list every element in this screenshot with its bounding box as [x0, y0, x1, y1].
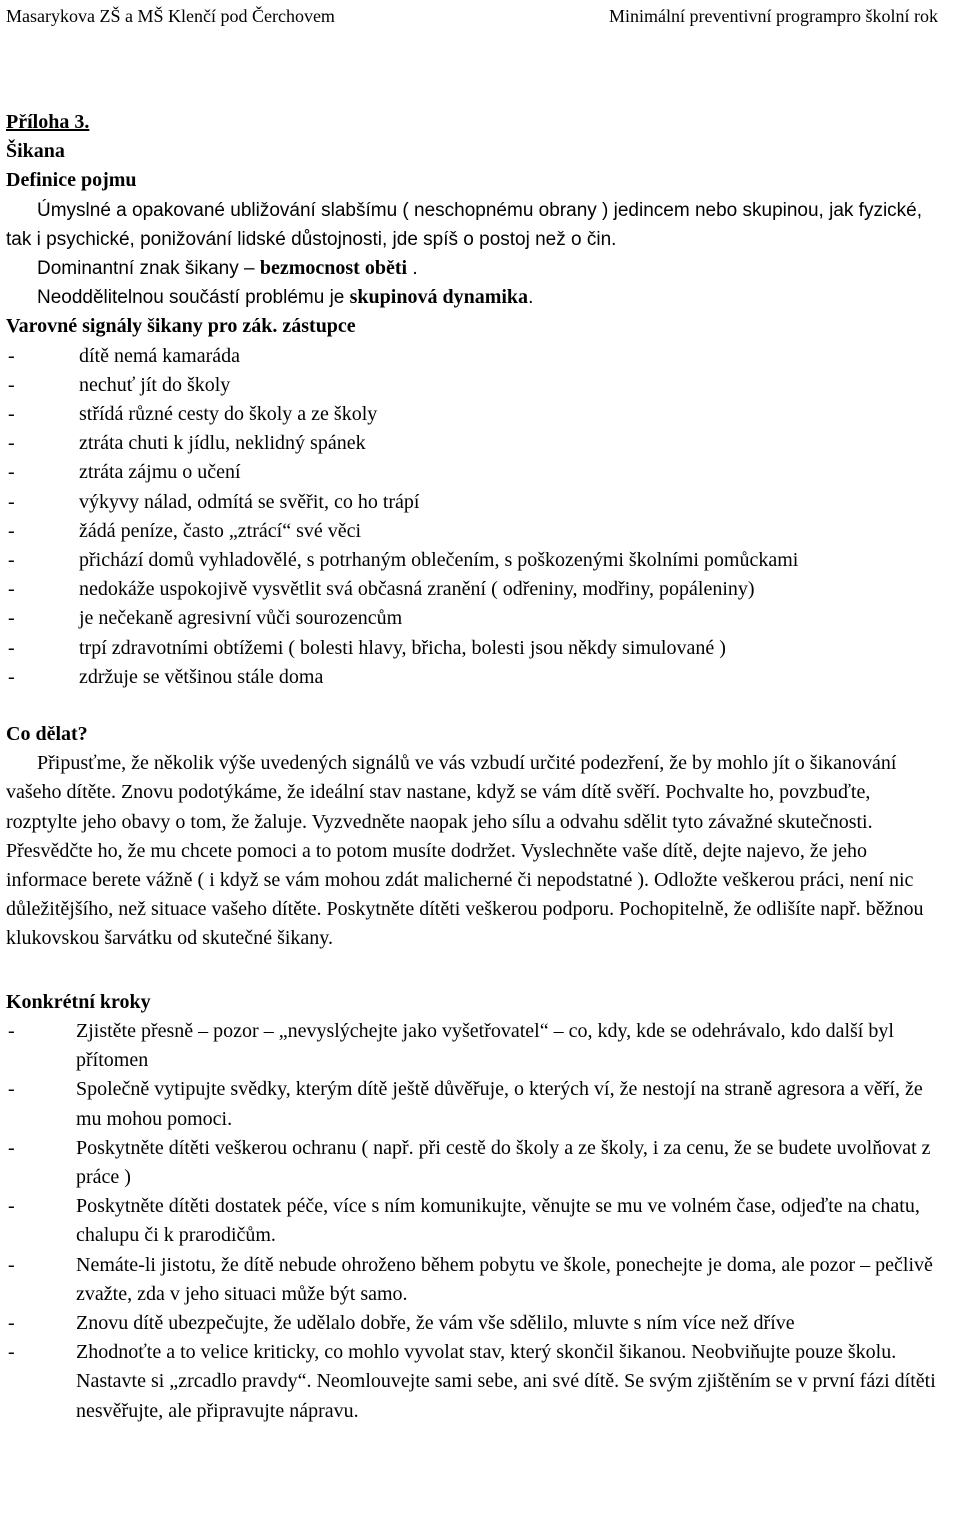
- dominant-feature-line: [6, 254, 936, 283]
- header-program-title: Minimální preventivní programpro školní rok: [609, 5, 938, 26]
- document-body: [6, 108, 936, 1426]
- dash-marker: -: [8, 549, 15, 572]
- definition-heading: Definice pojmu: [6, 169, 137, 192]
- dash-marker: -: [8, 519, 15, 542]
- dash-marker: -: [8, 1195, 15, 1218]
- inseparable-emphasis: skupinová dynamika: [349, 286, 529, 309]
- dash-marker: -: [8, 636, 15, 659]
- list-item: [6, 663, 936, 692]
- dominant-emphasis: bezmocnost oběti: [259, 257, 408, 280]
- dash-marker: -: [8, 373, 15, 396]
- list-item: [6, 634, 936, 663]
- list-item-text: přichází domů vyhladovělé, s potrhaným oblečením, s poškozenými školními pomůckami: [79, 549, 799, 572]
- list-item: [6, 1309, 936, 1338]
- list-item-text: nechuť jít do školy: [79, 373, 231, 396]
- list-item: [6, 604, 936, 633]
- dash-marker: -: [8, 490, 15, 513]
- list-item: [6, 1192, 936, 1250]
- list-item: [6, 546, 936, 575]
- header-school-name: Masarykova ZŠ a MŠ Klenčí pod Čerchovem: [6, 5, 335, 26]
- inseparable-line: [6, 283, 936, 312]
- what-to-do-text: Připusťme, že několik výše uvedených signálů ve vás vzbudí určité podezření, že by mohlo jít o šikanování vašeho dítěte. Znovu podotýkáme, že ideální stav nastane, když se vám dítě svěří. Pochvalte ho, povzbuďte, rozptylte jeho obavy o tom, že žaluje. Vyzvedněte naopak jeho sílu a odvahu sdělit tyto závažné skutečnosti. Přesvědčte ho, že mu chcete pomoci a to potom musíte dodržet. Vyslechněte vaše dítě, dejte najevo, že jeho informace berete vážně ( i když se vám mohou zdát malicherné či nepodstatné ). Odložte veškerou práci, není nic důležitějšího, než situace vašeho dítěte. Poskytněte dítěti veškerou podporu. Pochopitelně, že odlišíte např. běžnou klukovskou šarvátku od skutečné šikany.: [6, 752, 924, 950]
- list-item-text: ztráta zájmu o učení: [79, 461, 241, 484]
- dash-marker: -: [8, 403, 15, 426]
- list-item: [6, 1251, 936, 1309]
- dash-marker: -: [8, 1341, 15, 1364]
- list-item: [6, 429, 936, 458]
- dash-marker: -: [8, 665, 15, 688]
- list-item-text: žádá peníze, často „ztrácí“ své věci: [79, 519, 362, 542]
- definition-text: Úmyslné a opakované ubližování slabšímu ( neschopnému obrany ) jedincem nebo skupinou, jak fyzické, tak i psychické, ponižování lidské důstojnosti, jde spíš o postoj než o čin.: [6, 199, 923, 250]
- list-item-text: dítě nemá kamaráda: [79, 344, 241, 367]
- list-item: [6, 1134, 936, 1192]
- list-item: [6, 517, 936, 546]
- list-item: [6, 400, 936, 429]
- list-item-text: Společně vytipujte svědky, kterým dítě ještě důvěřuje, o kterých ví, že nestojí na straně agresora a věří, že mu mohou pomoci.: [76, 1078, 923, 1130]
- list-item-text: zdržuje se většinou stále doma: [79, 665, 324, 688]
- list-item: [6, 371, 936, 400]
- list-item: [6, 1017, 936, 1075]
- dash-marker: -: [8, 1311, 15, 1334]
- dash-marker: -: [8, 461, 15, 484]
- dash-marker: -: [8, 432, 15, 455]
- list-item-text: Poskytněte dítěti dostatek péče, více s ním komunikujte, věnujte se mu ve volném čase, odjeďte na chatu, chalupu či k prarodičům.: [76, 1195, 920, 1247]
- list-item-text: Znovu dítě ubezpečujte, že udělalo dobře, že vám vše sdělilo, mluvte s ním více než dříve: [76, 1311, 795, 1334]
- list-item-text: Zjistěte přesně – pozor – „nevyslýchejte jako vyšetřovatel“ – co, kdy, kde se odehrávalo, kdo další byl přítomen: [76, 1019, 894, 1072]
- dash-marker: -: [8, 607, 15, 630]
- list-item: [6, 488, 936, 517]
- dash-marker: -: [8, 1019, 15, 1042]
- list-item-text: nedokáže uspokojivě vysvětlit svá občasná zranění ( odřeniny, modřiny, popáleniny): [79, 578, 755, 601]
- dash-marker: -: [8, 578, 15, 601]
- what-to-do-heading: Co dělat?: [6, 723, 88, 746]
- list-item-text: výkyvy nálad, odmítá se svěřit, co ho trápí: [79, 490, 420, 513]
- inseparable-suffix: .: [528, 287, 534, 309]
- list-item-text: Nemáte-li jistotu, že dítě nebude ohroženo během pobytu ve škole, ponechejte je doma, ale pozor – pečlivě zvažte, zda v jeho situaci může být samo.: [76, 1253, 933, 1305]
- list-item-text: ztráta chuti k jídlu, neklidný spánek: [79, 432, 366, 455]
- dash-marker: -: [8, 344, 15, 367]
- dominant-prefix: Dominantní znak šikany –: [37, 258, 260, 280]
- warning-heading: Varovné signály šikany pro zák. zástupce: [6, 315, 356, 338]
- dominant-suffix: .: [407, 258, 418, 280]
- list-item-text: je nečekaně agresivní vůči sourozencům: [79, 607, 403, 630]
- list-item: [6, 1075, 936, 1133]
- list-item: [6, 1338, 936, 1426]
- list-item-text: Zhodnoťte a to velice kriticky, co mohlo vyvolat stav, který skončil šikanou. Neobviňujte pouze školu. Nastavte si „zrcadlo pravdy“. Neomlouvejte sami sebe, ani své dítě. Se svým zjištěním se v první fázi dítěti nesvěřujte, ale připravujte nápravu.: [76, 1341, 936, 1422]
- dash-marker: -: [8, 1078, 15, 1101]
- list-item: [6, 342, 936, 371]
- dash-marker: -: [8, 1253, 15, 1276]
- list-item: [6, 458, 936, 487]
- list-item-text: Poskytněte dítěti veškerou ochranu ( např. při cestě do školy a ze školy, i za cenu, že se budete uvolňovat z práce ): [76, 1136, 931, 1188]
- spacer: [6, 692, 936, 720]
- list-item-text: trpí zdravotními obtížemi ( bolesti hlavy, břicha, bolesti jsou někdy simulované ): [79, 636, 726, 659]
- steps-heading: Konkrétní kroky: [6, 990, 151, 1013]
- warning-signs-list: [6, 342, 936, 692]
- steps-list: [6, 1017, 936, 1426]
- inseparable-prefix: Neoddělitelnou součástí problému je: [37, 287, 350, 309]
- attachment-label: Příloha 3.: [6, 111, 90, 133]
- spacer: [6, 954, 936, 988]
- list-item: [6, 575, 936, 604]
- list-item-text: střídá různé cesty do školy a ze školy: [79, 403, 378, 426]
- dash-marker: -: [8, 1136, 15, 1159]
- page-header: [6, 4, 938, 28]
- section-title: Šikana: [6, 140, 65, 163]
